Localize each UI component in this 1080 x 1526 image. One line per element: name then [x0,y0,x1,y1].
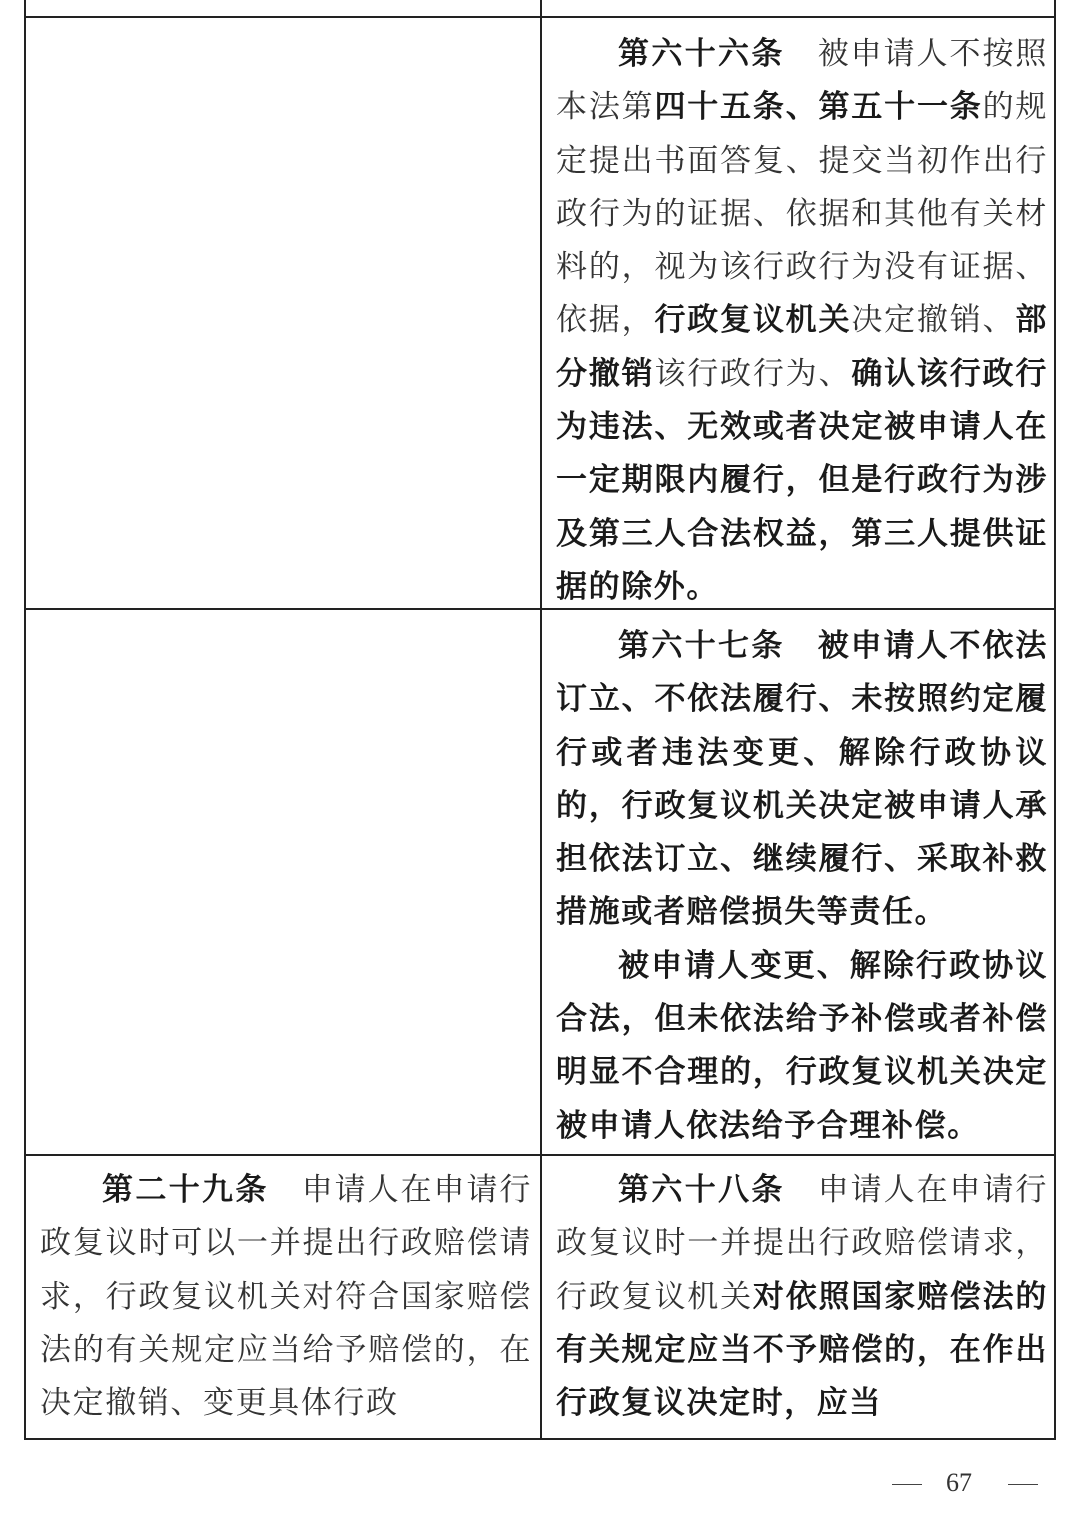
column-divider [540,0,542,1438]
page-number-dash-left [892,1484,922,1485]
article-29-text: 第二十九条 申请人在申请行政复议时可以一并提出行政赔偿请求，行政复议机关对符合国家赔偿法的有关规定应当给予赔偿的，在决定撤销、变更具体行政 [40,1172,532,1422]
table-cell-article-67 [556,620,1048,1150]
table-cell-article-68 [556,1164,1048,1434]
article-68-text: 第六十八条 申请人在申请行政复议时一并提出行政赔偿请求，行政复议机关对依照国家赔偿法的有关规定应当不予赔偿的，在作出行政复议决定时，应当 [556,1172,1048,1422]
row-divider [26,16,1054,18]
row-divider [26,608,1054,610]
article-68-number: 第六十八条 [618,1172,785,1208]
page-number-value: 67 [946,1468,972,1497]
comparison-table [24,0,1056,1440]
row-divider [26,1154,1054,1156]
article-67-paragraph-1: 第六十七条 被申请人不依法订立、不依法履行、未按照约定履行或者违法变更、解除行政协议的，行政复议机关决定被申请人承担依法订立、继续履行、采取补救措施或者赔偿损失等责任。 [556,628,1048,931]
article-67-paragraph-2: 被申请人变更、解除行政协议合法，但未依法给予补偿或者补偿明显不合理的，行政复议机关决定被申请人依法给予合理补偿。 [556,947,1048,1144]
article-29-number: 第二十九条 [102,1172,269,1208]
page-number-dash-right [1008,1484,1038,1485]
article-67-number: 第六十七条 [618,628,785,664]
article-66-number: 第六十六条 [618,36,785,72]
table-cell-article-66 [556,28,1048,604]
table-cell-article-29 [40,1164,532,1434]
article-66-text: 第六十六条 被申请人不按照本法第四十五条、第五十一条的规定提出书面答复、提交当初作出行政行为的证据、依据和其他有关材料的，视为该行政行为没有证据、依据，行政复议机关决定撤销、部分撤销该行政行为、确认该行政行为违法、无效或者决定被申请人在一定期限内履行，但是行政行为涉及第三人合法权益，第三人提供证据的除外。 [556,36,1048,604]
